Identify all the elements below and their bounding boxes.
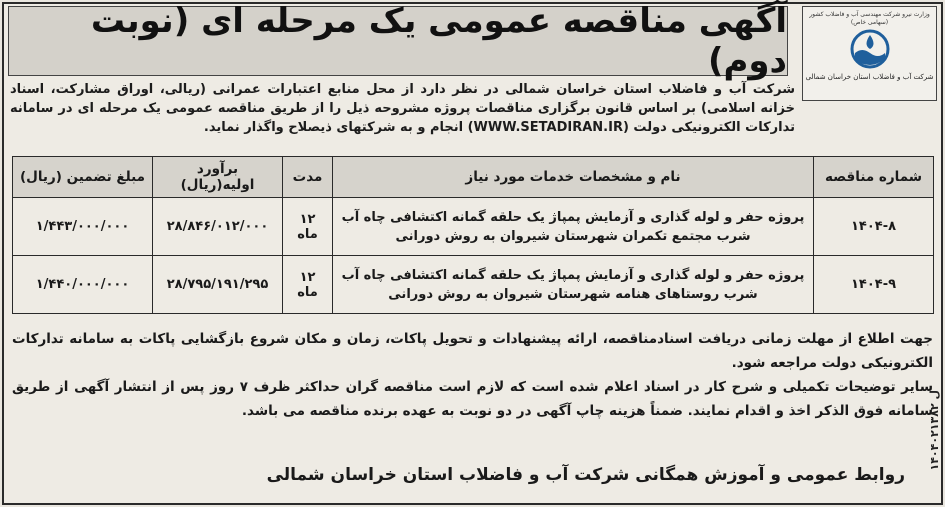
- header-guarantee: مبلغ تضمین (ریال): [13, 157, 153, 198]
- table-row: [13, 198, 934, 256]
- title-box: [8, 1, 788, 81]
- company-logo: [802, 6, 937, 101]
- table-header-row: [13, 157, 934, 198]
- cell-estimate: ۲۸/۸۴۶/۰۱۲/۰۰۰: [153, 198, 283, 256]
- header-number: شماره مناقصه: [814, 157, 934, 198]
- cell-estimate: ۲۸/۷۹۵/۱۹۱/۲۹۵: [153, 256, 283, 314]
- cell-guarantee: ۱/۴۴۳/۰۰۰/۰۰۰: [13, 198, 153, 256]
- table-row: [13, 256, 934, 314]
- intro-paragraph: شرکت آب و فاضلاب استان خراسان شمالی در نظر دارد از محل منابع اعتبارات عمرانی (ریالی، اوراق مشارکت، اسناد خزانه اسلامی) بر اساس قانون برگزاری مناقصات پروژه مشروحه ذیل را از طریق مناقصه عمومی یک مرحله ای در سامانه تدارکات الکترونیکی دولت (WWW.SETADIRAN.IR) انجام و به شرکتهای ذیصلاح واگذار نماید.: [10, 82, 795, 135]
- water-drop-icon: [847, 29, 893, 69]
- cell-guarantee: ۱/۴۴۰/۰۰۰/۰۰۰: [13, 256, 153, 314]
- notes-section: [12, 327, 933, 423]
- logo-org-name: شرکت آب و فاضلاب استان خراسان شمالی: [805, 73, 934, 81]
- ad-header: [8, 1, 937, 81]
- header-description: نام و مشخصات خدمات مورد نیاز: [333, 157, 814, 198]
- header-estimate: برآورد اولیه(ریال): [153, 157, 283, 198]
- footer-signature: روابط عمومی و آموزش همگانی شرکت آب و فاضلاب استان خراسان شمالی: [266, 465, 905, 485]
- cell-description: پروژه حفر و لوله گذاری و آزمایش پمپاژ یک حلقه گمانه اکتشافی چاه آب شرب مجتمع تکمران شهرستان شیروان به روش دورانی: [333, 198, 814, 256]
- cell-number: ۱۴۰۴-۹: [814, 256, 934, 314]
- note-deadline: جهت اطلاع از مهلت زمانی دریافت اسنادمناقصه، ارائه پیشنهادات و تحویل پاکات، زمان و مکان شروع بازگشایی پاکات به سامانه تدارکات الکترونیکی دولت مراجعه شود.: [12, 331, 933, 371]
- note-details: سایر توضیحات تکمیلی و شرح کار در اسناد اعلام شده است که لازم است مناقصه گران حداکثر ظرف ۷ روز پس از انتشار آگهی از طریق سامانه فوق الذکر اخذ و اقدام نمایند. ضمناً هزینه چاپ آگهی در دو نوبت به عهده برنده مناقصه می باشد.: [12, 379, 933, 419]
- logo-top-text: وزارت نیرو شرکت مهندسی آب و فاضلاب کشور (سهامی خاص): [809, 11, 930, 26]
- header-duration: مدت: [283, 157, 333, 198]
- cell-duration: ۱۲ ماه: [283, 256, 333, 314]
- cell-description: پروژه حفر و لوله گذاری و آزمایش پمپاژ یک حلقه گمانه اکتشافی چاه آب شرب روستاهای هنامه شهرستان شیروان به روش دورانی: [333, 256, 814, 314]
- tender-table: [12, 156, 934, 314]
- cell-duration: ۱۲ ماه: [283, 198, 333, 256]
- side-code: ۱۴۰۴۰۲۱۳۸۲ ل: [928, 390, 941, 471]
- ad-title: آگهی مناقصه عمومی یک مرحله ای (نوبت دوم): [90, 1, 787, 81]
- cell-number: ۱۴۰۴-۸: [814, 198, 934, 256]
